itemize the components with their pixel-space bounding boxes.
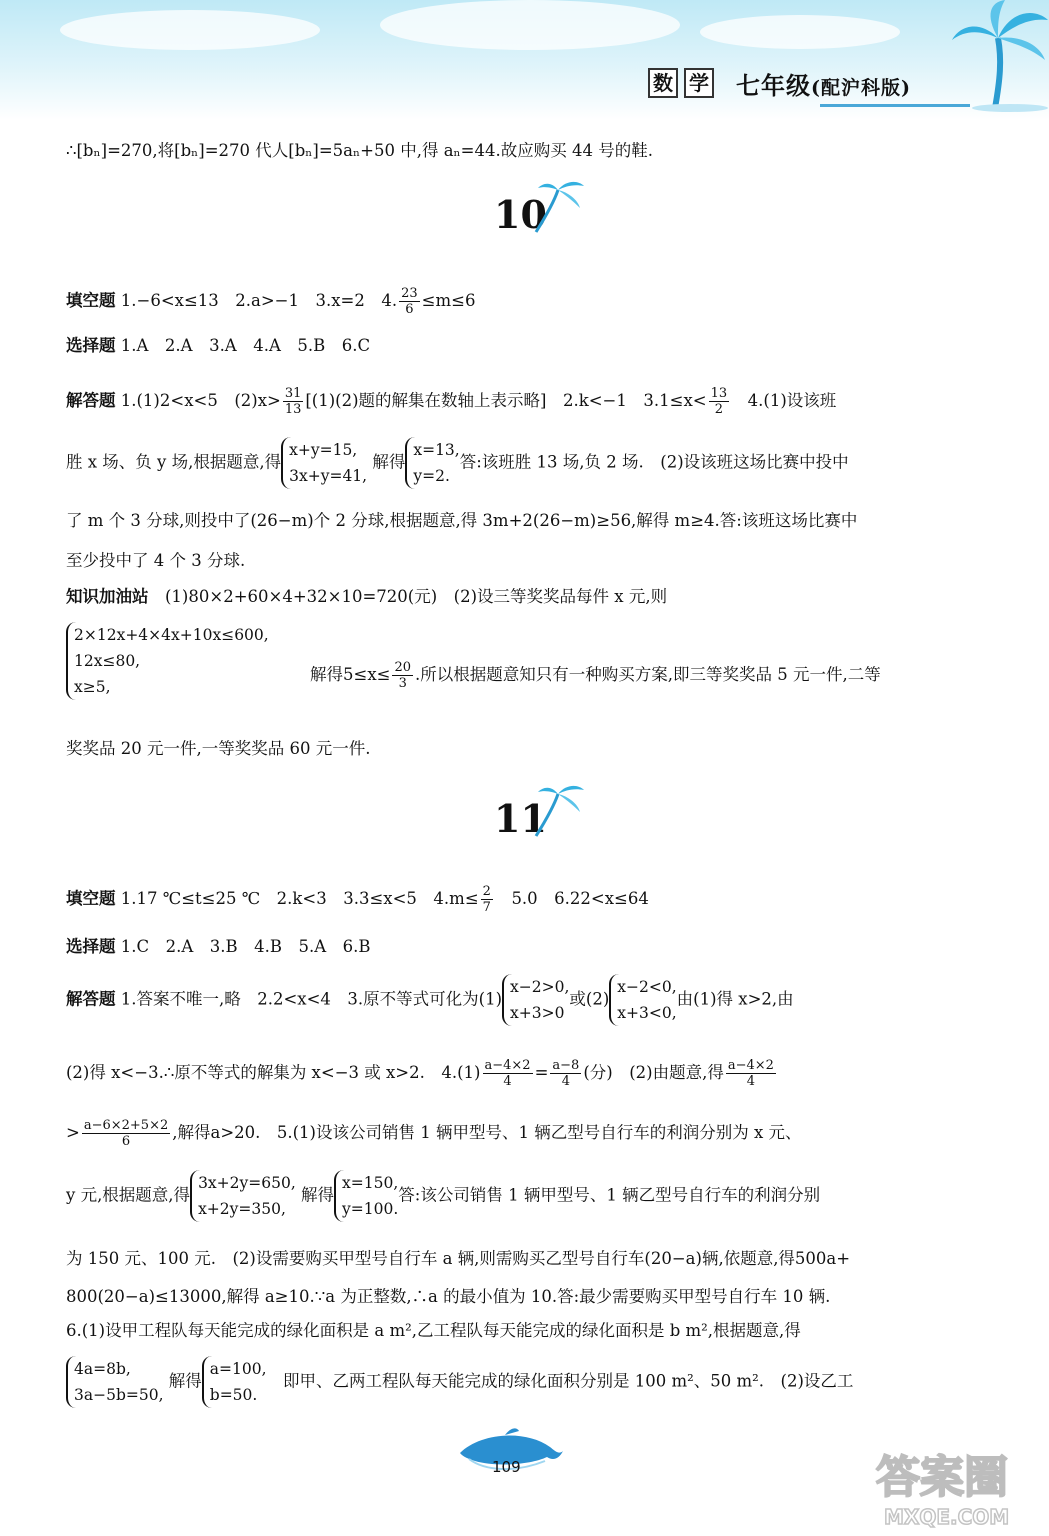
- section-palm-icon: [528, 176, 588, 236]
- answer-line-1: 解答题 1.(1)2<x<5 (2)x> $\frac{31}{13}$ [(1)(2)题的解集在数轴上表示略] 2.k<−1 3.1≤x< $\frac{13}{2}$ 4.(1)设该班: [66, 386, 837, 417]
- answer-line-2: 胜 x 场、负 y 场,根据题意,得x+y=15, 3x+y=41, 解得x=13, y=2.答:该班胜 13 场,负 2 场. (2)设该班这场比赛中投中: [66, 437, 849, 489]
- answer2-line-6: 800(20−a)≤13000,解得 a≥10.∵a 为正整数,∴a 的最小值为 10.答:最少需要购买甲型号自行车 10 辆.: [66, 1287, 831, 1306]
- answer-line-3: 了 m 个 3 分球,则投中了(26−m)个 2 分球,根据题意,得 3m+2(26−m)≥56,解得 m≥4.答:该班这场比赛中: [66, 511, 858, 530]
- section-number-10: 10: [494, 192, 547, 237]
- answer2-line-7: 6.(1)设甲工程队每天能完成的绿化面积是 a m²,乙工程队每天能完成的绿化面积是 b m²,根据题意,得: [66, 1321, 801, 1340]
- knowledge-line-1: 知识加油站 (1)80×2+60×4+32×10=720(元) (2)设三等奖奖品每件 x 元,则: [66, 587, 668, 606]
- grade-label: 七年级(配沪科版): [736, 71, 911, 100]
- watermark-logo: [870, 1440, 1040, 1530]
- section-palm-icon: [528, 780, 588, 840]
- knowledge-line-2: 解得5≤x≤ $\frac{20}{3}$ .所以根据题意知只有一种购买方案,即三等奖奖品 5 元一件,二等: [310, 660, 881, 691]
- page-number: 109: [492, 1458, 521, 1476]
- section-number-11: 11: [494, 796, 547, 841]
- knowledge-system: 2×12x+4×4x+10x≤600, 12x≤80, x≥5,: [66, 622, 269, 700]
- answer2-line-3: > $\frac{a-6\times 2+5\times 2}{6}$ ,解得a>20. 5.(1)设该公司销售 1 辆甲型号、1 辆乙型号自行车的利润分别为 x 元、: [66, 1118, 802, 1149]
- answer2-line-4: y 元,根据题意,得3x+2y=650, x+2y=350, 解得x=150, y=100.答:该公司销售 1 辆甲型号、1 辆乙型号自行车的利润分别: [66, 1170, 820, 1222]
- fill-blank-line: 填空题 1.−6<x≤13 2.a>−1 3.x=2 4. $\frac{23}{6}$ ≤m≤6: [66, 286, 476, 317]
- palm-tree-icon: [950, 0, 1049, 112]
- choice-line-2: 选择题 1.C 2.A 3.B 4.B 5.A 6.B: [66, 937, 371, 956]
- subject-box-2: 学: [684, 68, 714, 98]
- subject-box-1: 数: [648, 68, 678, 98]
- svg-text:答案圈: 答案圈: [876, 1452, 1008, 1503]
- knowledge-line-3: 奖奖品 20 元一件,一等奖奖品 60 元一件.: [66, 739, 371, 758]
- fill-blank-line-2: 填空题 1.17 ℃≤t≤25 ℃ 2.k<3 3.3≤x<5 4.m≤ $\frac{2}{7}$ 5.0 6.22<x≤64: [66, 884, 649, 915]
- choice-line: 选择题 1.A 2.A 3.A 4.A 5.B 6.C: [66, 336, 371, 355]
- answer2-line-2: (2)得 x<−3.∴原不等式的解集为 x<−3 或 x>2. 4.(1) $\frac{a-4\times 2}{4}$ = $\frac{a-8}{4}$ (分) (2)由题意,得 $\frac{a-4\times 2}{4}$: [66, 1058, 774, 1089]
- answer2-line-1: 解答题 1.答案不唯一,略 2.2<x<4 3.原不等式可化为(1)x−2>0, x+3>0或(2)x−2<0, x+3<0,由(1)得 x>2,由: [66, 974, 794, 1026]
- header-wave-decoration: [820, 102, 970, 110]
- answer2-line-8: 4a=8b, 3a−5b=50, 解得a=100, b=50. 即甲、乙两工程队每天能完成的绿化面积分别是 100 m²、50 m². (2)设乙工: [66, 1356, 853, 1408]
- answer2-line-5: 为 150 元、100 元. (2)设需要购买甲型号自行车 a 辆,则需购买乙型号自行车(20−a)辆,依题意,得500a+: [66, 1249, 851, 1268]
- answer-line-4: 至少投中了 4 个 3 分球.: [66, 551, 246, 570]
- text-line-continuation: ∴[bₙ]=270,将[bₙ]=270 代人[bₙ]=5aₙ+50 中,得 aₙ=44.故应购买 44 号的鞋.: [66, 141, 653, 160]
- svg-text:MXQE.COM: MXQE.COM: [884, 1505, 1010, 1529]
